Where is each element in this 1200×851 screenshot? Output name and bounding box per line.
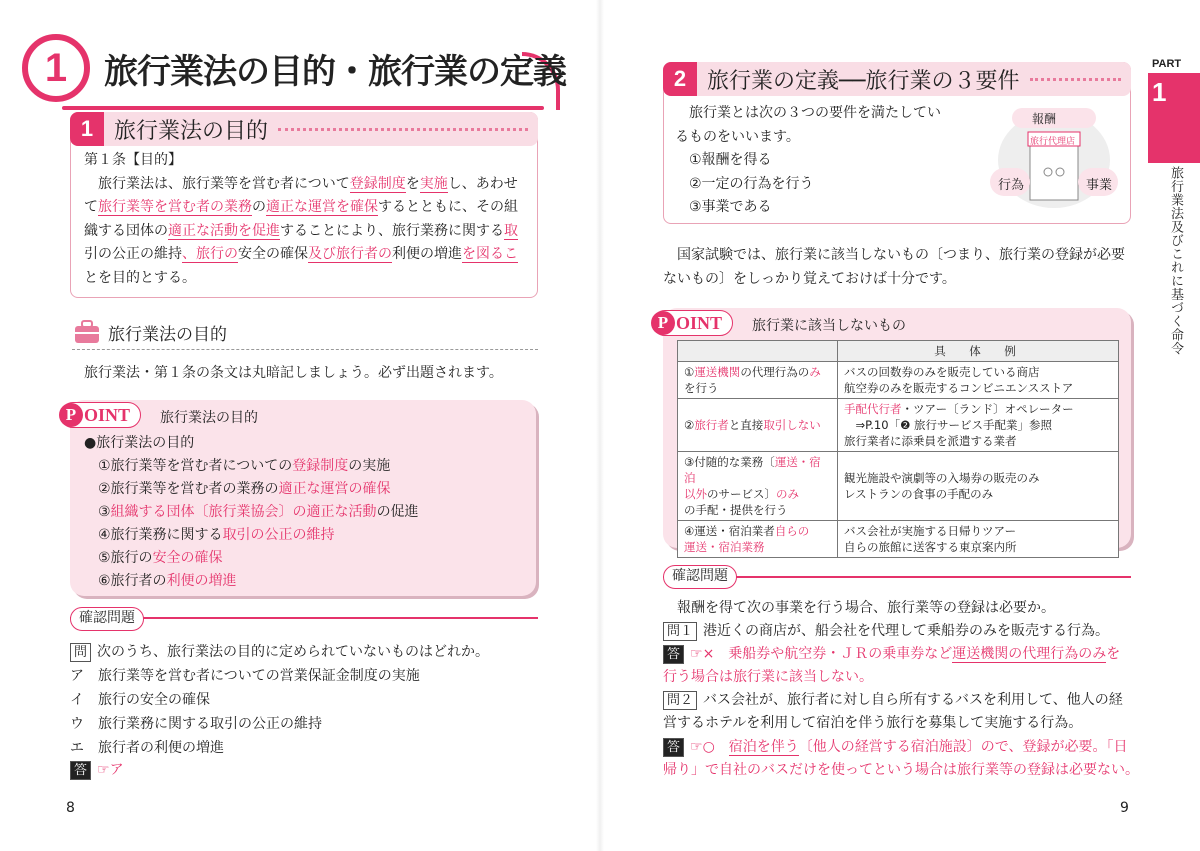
table-corner [678, 341, 838, 362]
requirement-line: ①報酬を得る [675, 152, 772, 168]
article-highlight: 適正な運営を確保 [266, 199, 378, 215]
category-text: の代理行為の [740, 365, 810, 379]
chapter-title [22, 34, 566, 104]
article-highlight: 登録制度 [349, 175, 406, 192]
point-tag [652, 310, 733, 336]
point-oint: OINT [676, 312, 723, 333]
kakunin-tag: 確認問題 [70, 607, 144, 631]
section-2-header [663, 62, 1131, 96]
a1-underline: 運送機関の代理行為のみ [952, 646, 1107, 662]
point-item [98, 455, 419, 478]
question-text: 次のうち、旅行業法の目的に定められていないものはどれか。 [97, 644, 490, 660]
page-number-right: 9 [1120, 800, 1129, 816]
table-row [678, 362, 1119, 399]
table-cell-category [678, 362, 838, 399]
table-cell-category [678, 521, 838, 558]
table-cell-category [678, 452, 838, 521]
category-text: を行う [684, 381, 719, 395]
article-highlight: 旅行業等を営む者の業務 [98, 199, 252, 215]
non-agency-table-wrap [677, 340, 1119, 558]
choice-key: ア [70, 668, 84, 684]
article-segment: し、あわせ [447, 175, 518, 192]
question-label: 問 [70, 643, 91, 662]
example-text: レストランの食事の手配のみ [844, 487, 994, 501]
chapter-heading: 旅行業法の目的・旅行業の定義 [104, 52, 566, 92]
example-text: 観光施設や演劇等の入場券の販売のみ [844, 471, 1040, 485]
point-item [98, 570, 419, 593]
choice-item [70, 664, 420, 688]
q1-text: 港近くの商店が、船会社を代理して乗船券のみを販売する行為。 [703, 623, 1110, 639]
point-segment: ①旅行業等を営む者についての [98, 458, 293, 474]
example-text: バス会社が実施する日帰りツアー [844, 524, 1017, 538]
answer-label: 答 [70, 761, 91, 780]
a1-label: 答 [663, 645, 684, 664]
suitcase-icon [72, 318, 102, 346]
category-highlight: 以外 [684, 487, 707, 501]
category-text: ④運送・宿泊業者 [684, 524, 775, 538]
article-highlight: 及び旅行者の [308, 246, 392, 262]
point-segment: の促進 [376, 504, 419, 520]
section-1-header [70, 112, 538, 146]
a2-label: 答 [663, 738, 684, 757]
answer-row [70, 759, 124, 780]
q2-row [663, 689, 1123, 710]
subheading-row [72, 318, 538, 350]
category-highlight: 自らの [774, 524, 810, 538]
article-segment: て [84, 199, 98, 215]
choice-key: ウ [70, 716, 84, 732]
point-highlight: 登録制度 [292, 458, 349, 474]
choice-text: 旅行の安全の確保 [98, 692, 210, 708]
choice-text: 旅行業務に関する取引の公正の維持 [98, 716, 322, 732]
exam-line: ないもの〕をしっかり覚えておけば十分です。 [663, 270, 956, 287]
travel-agency-illustration [990, 100, 1118, 212]
a2-line2: 帰り」で自社のバスだけを使ってという場合は旅行業等の登録は必要ない。 [663, 762, 1139, 778]
subheading-title: 旅行業法の目的 [108, 325, 227, 345]
article-line [84, 173, 532, 197]
exam-line: 国家試験では、旅行業に該当しないもの〔つまり、旅行業の登録が必要 [663, 247, 1125, 263]
section-title: 旅行業法の目的 [114, 118, 269, 144]
category-text: のサービス〕 [707, 487, 776, 501]
table-cell-example [838, 399, 1119, 452]
category-highlight: 運送・宿泊 [684, 455, 821, 485]
answer-text: ☞ア [97, 762, 124, 778]
choice-text: 旅行者の利便の増進 [98, 740, 224, 756]
choice-key: エ [70, 740, 84, 756]
example-text: ・ツアー〔ランド〕オペレーター [901, 402, 1074, 416]
part-label: PART [1152, 58, 1182, 70]
a2-post: 〔他人の経営する宿泊施設〕ので、登録が必要。「日 [798, 739, 1128, 755]
q1-row [663, 620, 1109, 641]
choices-list [70, 664, 420, 760]
example-text: 旅行業者に添乗員を派遣する業者 [844, 434, 1017, 448]
chapter-number: 1 [22, 34, 90, 102]
a1-post: を [1106, 646, 1121, 662]
table-cell-example [838, 521, 1119, 558]
dotted-rule [278, 128, 528, 131]
article-line [84, 243, 532, 267]
article-segment: の [252, 199, 266, 215]
example-highlight: 手配代行者 [844, 402, 902, 416]
a1-pre: 乗船券や航空券・ＪＲの乗車券など [714, 646, 953, 662]
point-highlight: 安全の確保 [152, 550, 223, 566]
category-text: の手配・提供を行う [684, 503, 788, 517]
non-agency-table [677, 340, 1119, 558]
point-item [98, 547, 419, 570]
point-p-icon: P [59, 403, 83, 427]
point-segment: ④旅行業務に関する [98, 527, 223, 543]
point-segment: の実施 [348, 458, 391, 474]
part-number: 1 [1152, 77, 1167, 107]
category-text: と直接 [728, 418, 764, 432]
article-segment: するとともに、その組 [378, 199, 518, 215]
section-number: 2 [663, 62, 697, 96]
page-gutter [596, 0, 604, 851]
article-segment: を [405, 175, 420, 192]
exam-text [663, 244, 1143, 291]
a1-mark: ☞× [690, 646, 715, 662]
category-highlight: のみ [776, 487, 799, 501]
category-highlight: 取引しない [763, 418, 821, 432]
example-text: 航空券のみを販売するコンビニエンスストア [844, 381, 1074, 395]
point-highlight: 組織する団体〔旅行業協会〕の適正な活動 [110, 504, 377, 520]
point-segment: ⑤旅行の [98, 550, 153, 566]
a1-line2: 行う場合は旅行業に該当しない。 [663, 669, 873, 685]
point-segment: ③ [98, 504, 111, 520]
category-text: ① [684, 365, 695, 379]
point-list [98, 455, 419, 593]
chapter-underline [62, 106, 544, 110]
article-line [84, 196, 532, 220]
q2-label: 問２ [663, 691, 697, 710]
choice-item [70, 712, 420, 736]
q1-label: 問１ [663, 622, 697, 641]
part-number-box [1148, 73, 1200, 163]
table-cell-example [838, 452, 1119, 521]
category-highlight: 旅行者 [694, 418, 729, 432]
a1-row [663, 643, 1120, 664]
point-title: 旅行業に該当しないもの [752, 318, 906, 334]
article-highlight: 実施 [419, 175, 448, 192]
requirement-line: ③事業である [675, 199, 772, 215]
kakunin-intro: 報酬を得て次の事業を行う場合、旅行業等の登録は必要か。 [663, 600, 1055, 616]
q2-line2: 営するホテルを利用して宿泊を伴う旅行を募集して実施する行為。 [663, 715, 1083, 731]
table-row [678, 452, 1119, 521]
a2-mark: ☞○ [690, 739, 715, 755]
point-highlight: 利便の増進 [166, 573, 237, 589]
kakunin-tag: 確認問題 [663, 565, 737, 589]
requirements-text [675, 102, 975, 220]
choice-item [70, 736, 420, 760]
article-highlight: 、旅行の [182, 246, 238, 262]
part-title: 旅行業法及びこれに基づく命令 [1168, 166, 1183, 355]
part-tab [1148, 58, 1200, 368]
illus-sign-label: 旅行代理店 [1030, 137, 1076, 147]
subheading-text: 旅行業法・第１条の条文は丸暗記しましょう。必ず出題されます。 [84, 365, 503, 381]
category-highlight: 運送機関 [694, 365, 741, 379]
article-line [84, 220, 532, 244]
dotted-rule [1030, 78, 1122, 81]
requirement-line: ②一定の行為を行う [675, 175, 814, 192]
article-segment: 利便の増進 [392, 246, 462, 262]
article-segment: することにより、旅行業務に関する [280, 222, 504, 239]
page-number-left: 8 [66, 800, 75, 816]
illus-right-label: 事業 [1086, 178, 1113, 193]
question-row [70, 641, 489, 662]
choice-text: 旅行業等を営む者についての営業保証金制度の実施 [98, 668, 420, 684]
point-oint: OINT [84, 404, 131, 425]
point-title: 旅行業法の目的 [160, 410, 258, 426]
point-item [98, 524, 419, 547]
point-p-icon: P [651, 311, 675, 335]
category-text: ② [684, 418, 695, 432]
point-highlight: 取引の公正の維持 [222, 527, 335, 543]
table-header: 具 体 例 [838, 341, 1119, 362]
table-cell-example [838, 362, 1119, 399]
article-line [84, 267, 532, 291]
choice-item [70, 688, 420, 712]
q2-line1: バス会社が、旅行者に対し自ら所有するバスを利用して、他人の経 [703, 692, 1123, 708]
category-highlight: 運送・宿泊業務 [684, 540, 765, 554]
choice-key: イ [70, 692, 84, 708]
point-item [98, 478, 419, 501]
article-1-text [84, 149, 532, 290]
point-item [98, 501, 419, 524]
category-highlight: み [809, 365, 821, 379]
requirement-line: るものをいいます。 [675, 128, 800, 145]
article-segment: 織する団体の [84, 222, 168, 239]
article-highlight: 取 [504, 222, 518, 239]
article-segment: 旅行業法は、旅行業等を営む者について [84, 175, 350, 192]
example-text: バスの回数券のみを販売している商店 [844, 365, 1040, 379]
table-cell-category [678, 399, 838, 452]
article-heading: 第１条【目的】 [84, 152, 182, 168]
point-segment: ②旅行業等を営む者の業務の [98, 481, 279, 497]
a2-row [663, 736, 1128, 757]
article-segment: 安全の確保 [238, 246, 308, 262]
table-row [678, 399, 1119, 452]
point-segment: ⑥旅行者の [98, 573, 167, 589]
point-highlight: 適正な運営の確保 [278, 481, 391, 497]
a2-underline: 宿泊を伴う [728, 739, 799, 755]
article-highlight: 適正な活動を促進 [168, 222, 280, 239]
requirement-line: 旅行業とは次の３つの要件を満たしてい [675, 105, 941, 121]
section-number: 1 [70, 112, 104, 146]
category-text: ③付随的な業務〔 [684, 455, 775, 469]
point-tag [60, 402, 141, 428]
illus-left-label: 行為 [998, 178, 1025, 193]
example-text: 自らの旅館に送客する東京案内所 [844, 540, 1017, 554]
table-row [678, 521, 1119, 558]
illus-top-label: 報酬 [1032, 112, 1057, 126]
article-segment: 引の公正の維持 [84, 246, 182, 262]
article-segment: とを目的とする。 [84, 269, 196, 286]
point-heading: ●旅行業法の目的 [84, 435, 195, 451]
section-title: 旅行業の定義──旅行業の３要件 [707, 68, 1020, 94]
example-text: ⇒P.10「❷ 旅行サービス手配業」参照 [844, 418, 1053, 432]
article-highlight: を図るこ [462, 246, 518, 262]
